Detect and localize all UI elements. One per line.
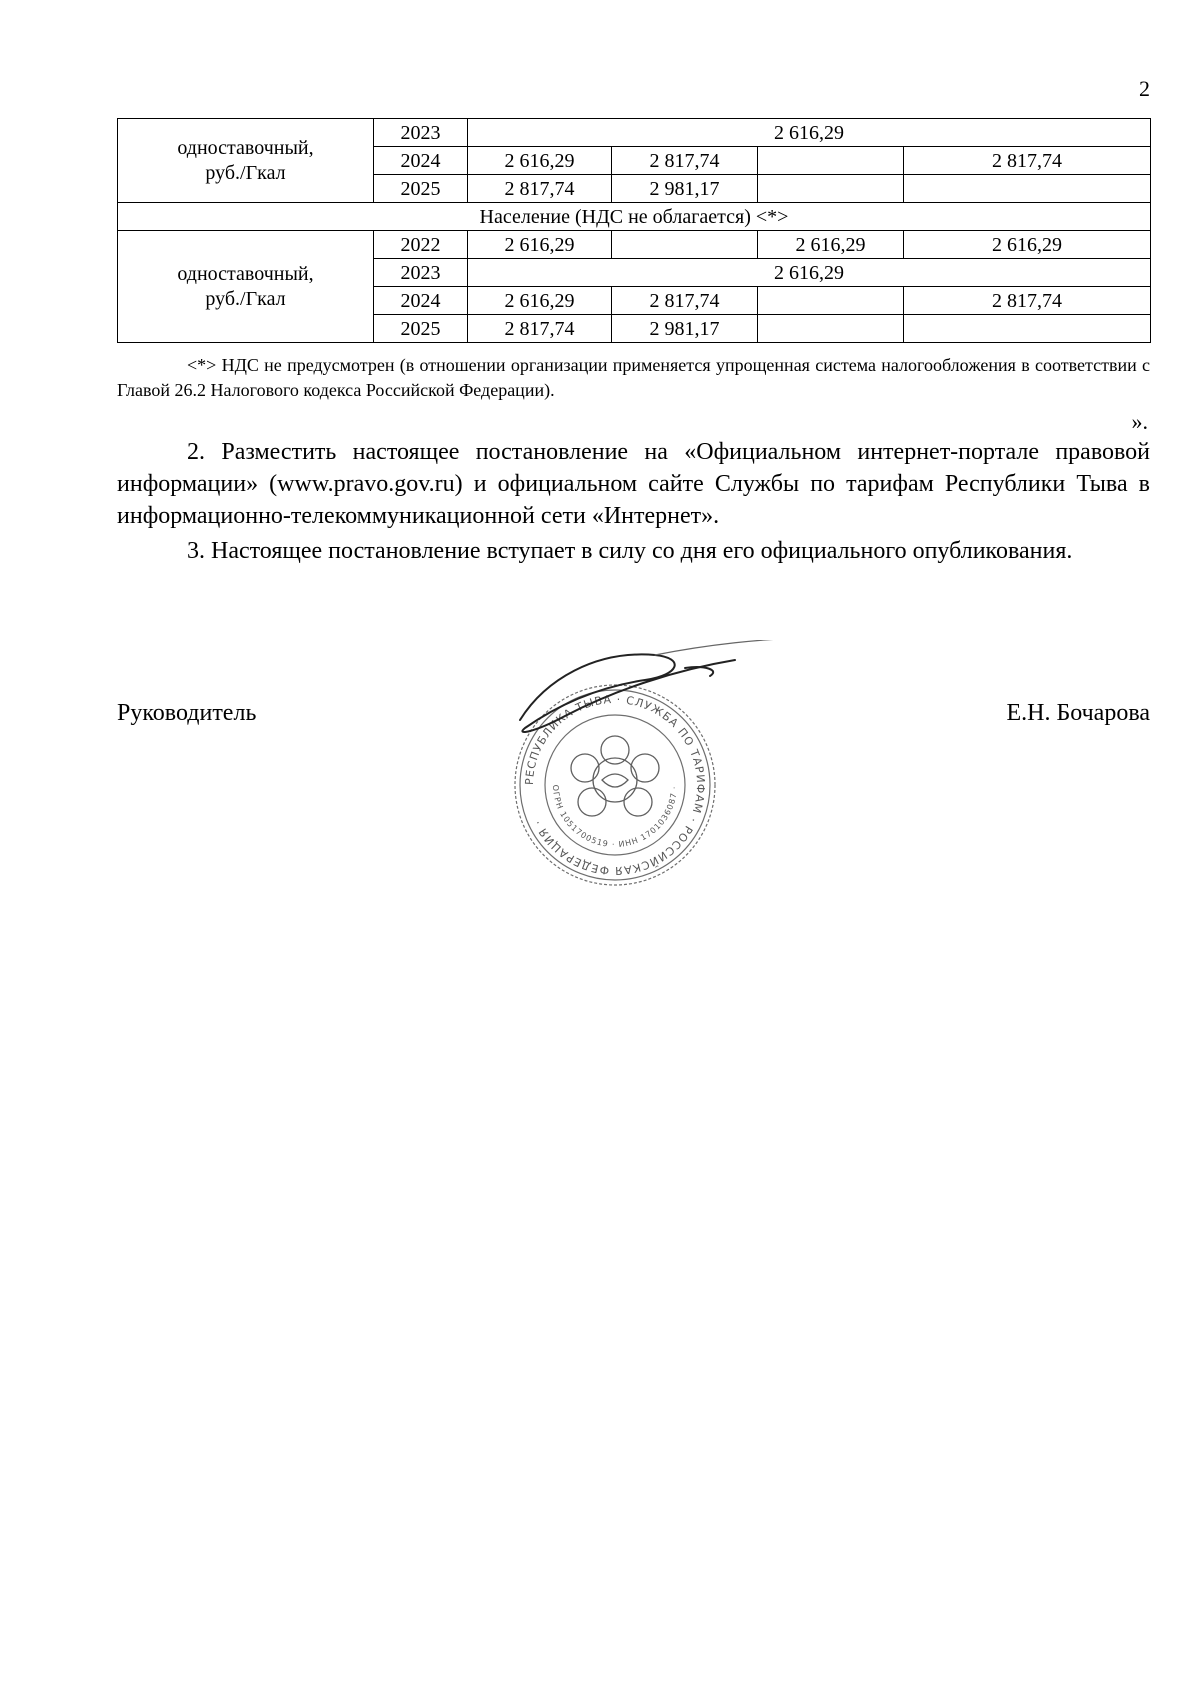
year-cell: 2023 (374, 259, 468, 287)
value-cell (904, 315, 1151, 343)
tariff-table (117, 118, 1151, 343)
year-cell: 2025 (374, 315, 468, 343)
value-cell: 2 817,74 (468, 175, 612, 203)
table-row (118, 231, 1151, 259)
tariff-type-label: одноставочный, (177, 262, 314, 285)
value-cell: 2 817,74 (612, 147, 758, 175)
year-cell: 2024 (374, 287, 468, 315)
official-stamp (505, 640, 825, 900)
tariff-type-cell (118, 119, 374, 203)
signer-position: Руководитель (117, 700, 257, 726)
value-cell (758, 287, 904, 315)
value-cell: 2 981,17 (612, 315, 758, 343)
merged-value-cell: 2 616,29 (468, 119, 1151, 147)
stamp-outer-text: ОГРН 1051700519 · ИНН 1701036087 · (550, 784, 680, 850)
tariff-unit-label: руб./Гкал (205, 287, 286, 310)
value-cell (904, 175, 1151, 203)
tariff-unit-label: руб./Гкал (205, 161, 286, 184)
section-header-cell: Население (НДС не облагается) <*> (118, 203, 1151, 231)
value-cell: 2 616,29 (758, 231, 904, 259)
year-cell: 2023 (374, 119, 468, 147)
tariff-type-cell (118, 231, 374, 343)
tariff-type-label: одноставочный, (177, 136, 314, 159)
table-row (118, 119, 1151, 147)
year-cell: 2024 (374, 147, 468, 175)
value-cell: 2 616,29 (468, 147, 612, 175)
value-cell: 2 817,74 (468, 315, 612, 343)
footnote: <*> НДС не предусмотрен (в отношении организации применяется упрощенная система налогообложения в соответствии с Главой 26.2 Налогового кодекса Российской Федерации). (117, 355, 1150, 400)
value-cell: 2 817,74 (904, 147, 1151, 175)
svg-text:РЕСПУБЛИКА ТЫВА · СЛУЖБА ПО ТА (523, 693, 707, 877)
value-cell (758, 147, 904, 175)
merged-value-cell: 2 616,29 (468, 259, 1151, 287)
value-cell: 2 616,29 (468, 231, 612, 259)
value-cell: 2 616,29 (468, 287, 612, 315)
value-cell: 2 817,74 (612, 287, 758, 315)
value-cell: 2 817,74 (904, 287, 1151, 315)
paragraph-2: 2. Разместить настоящее постановление на «Официальном интернет-портале правовой информации» (www.pravo.gov.ru) и официальном сайте Службы по тарифам Республики Тыва в информационно-телекоммуникационной сети «Интернет». (117, 439, 1150, 529)
year-cell: 2025 (374, 175, 468, 203)
resolution-body (117, 436, 1150, 567)
stamp-inner-text: РЕСПУБЛИКА ТЫВА · СЛУЖБА ПО ТАРИФАМ · РОССИЙСКАЯ ФЕДЕРАЦИЯ · (522, 692, 708, 878)
value-cell: 2 981,17 (612, 175, 758, 203)
value-cell (612, 231, 758, 259)
value-cell (758, 175, 904, 203)
year-cell: 2022 (374, 231, 468, 259)
value-cell (758, 315, 904, 343)
table-row (118, 203, 1151, 231)
value-cell: 2 616,29 (904, 231, 1151, 259)
page-number: 2 (1139, 76, 1150, 101)
paragraph-3: 3. Настоящее постановление вступает в силу со дня его официального опубликования. (187, 538, 1073, 564)
closing-quote: ». (1131, 409, 1148, 434)
signer-name: Е.Н. Бочарова (1006, 700, 1150, 726)
